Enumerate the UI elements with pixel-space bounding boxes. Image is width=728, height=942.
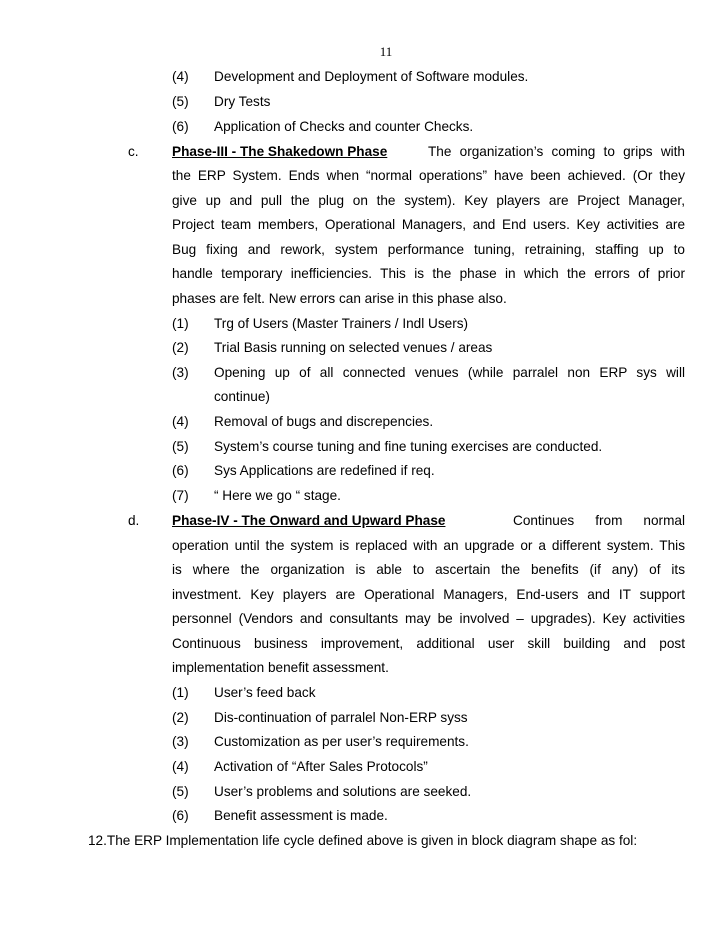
phase3-letter: c. <box>128 144 139 159</box>
paragraph-line: implementation benefit assessment. <box>172 660 389 675</box>
paragraph-line: operation until the system is replaced with an upgrade or a different system. This <box>172 538 685 553</box>
paragraph-line: the ERP System. Ends when “normal operations” have been achieved. (Or they <box>172 168 685 183</box>
paragraph-line: Bug fixing and rework, system performance tuning, retraining, staffing up to <box>172 242 685 257</box>
phase3-heading: Phase-III - The Shakedown Phase <box>172 144 388 159</box>
paragraph-line: is where the organization is able to ascertain the benefits (if any) of its <box>172 562 685 577</box>
paragraph-line: give up and pull the plug on the system). Key players are Project Manager, <box>172 193 685 208</box>
phase4-letter: d. <box>128 513 140 528</box>
phase3-heading-rest: The organization’s coming to grips with <box>428 144 685 159</box>
paragraph-line: personnel (Vendors and consultants may be involved – upgrades). Key activities <box>172 611 685 626</box>
paragraph-line: Project team members, Operational Managers, and End users. Key activities are <box>172 217 685 232</box>
paragraph-line: handle temporary inefficiencies. This is the phase in which the errors of prior <box>172 266 685 281</box>
closing-paragraph: 12.The ERP Implementation life cycle defined above is given in block diagram shape as fol: <box>88 833 638 848</box>
phase4-heading-rest: Continues from normal <box>513 513 685 528</box>
paragraph-line: phases are felt. New errors can arise in this phase also. <box>172 291 507 306</box>
phase4-heading: Phase-IV - The Onward and Upward Phase <box>172 513 446 528</box>
page-number: 11 <box>379 44 393 59</box>
paragraph-line: Continuous business improvement, additional user skill building and post <box>172 636 685 651</box>
paragraph-line: investment. Key players are Operational Managers, End-users and IT support <box>172 587 685 602</box>
